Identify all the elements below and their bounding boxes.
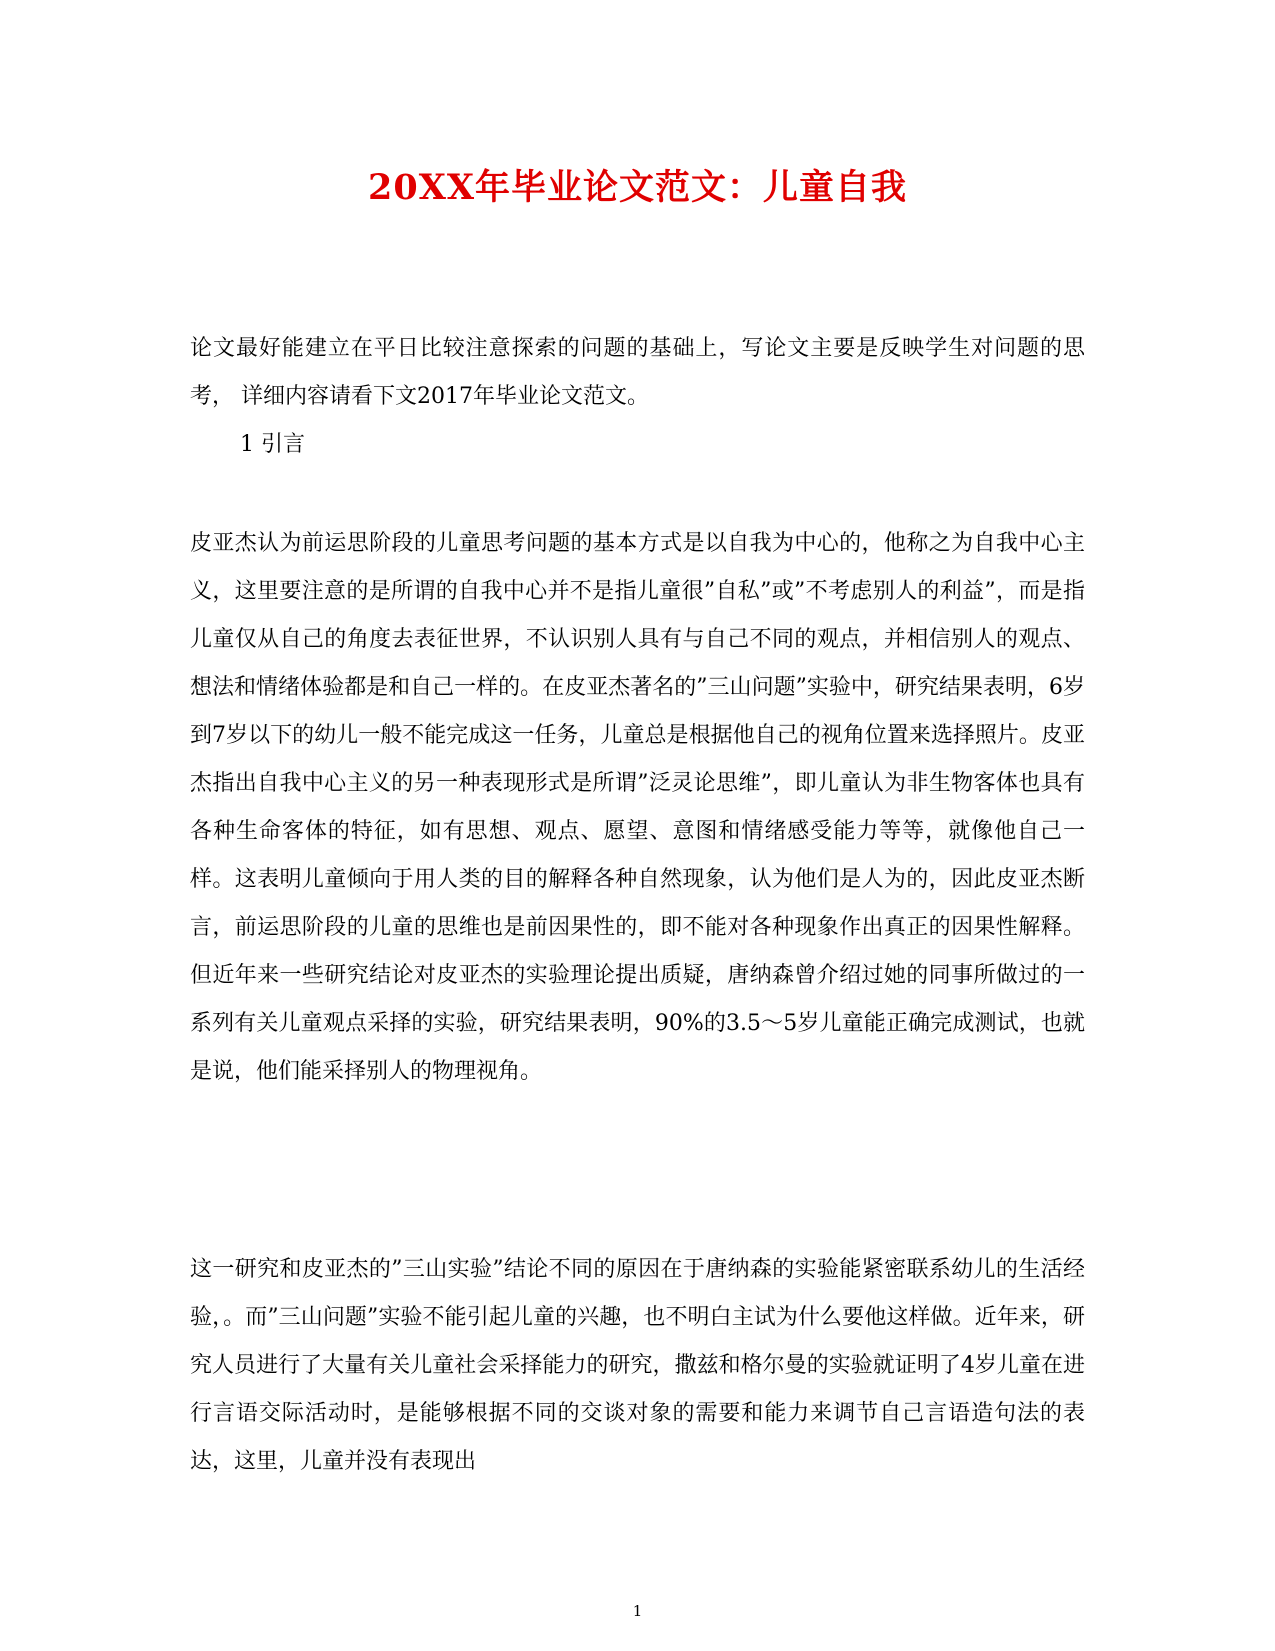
- intro-paragraph: 论文最好能建立在平日比较注意探索的问题的基础上，写论文主要是反映学生对问题的思考， 详细内容请看下文2017年毕业论文范文。: [190, 336, 1085, 409]
- body-paragraph-1: 皮亚杰认为前运思阶段的儿童思考问题的基本方式是以自我为中心的，他称之为自我中心主义，这里要注意的是所谓的自我中心并不是指儿童很”自私”或”不考虑别人的利益”，而是指儿童仅从自己的角度去表征世界，不认识别人具有与自己不同的观点，并相信别人的观点、想法和情绪体验都是和自己一样的。在皮亚杰著名的”三山问题”实验中，研究结果表明，6岁到7岁以下的幼儿一般不能完成这一任务，儿童总是根据他自己的视角位置来选择照片。皮亚杰指出自我中心主义的另一种表现形式是所谓”泛灵论思维”，即儿童认为非生物客体也具有各种生命客体的特征，如有思想、观点、愿望、意图和情绪感受能力等等，就像他自己一样。这表明儿童倾向于用人类的目的解释各种自然现象，认为他们是人为的，因此皮亚杰断言，前运思阶段的儿童的思维也是前因果性的，即不能对各种现象作出真正的因果性解释。但近年来一些研究结论对皮亚杰的实验理论提出质疑，唐纳森曾介绍过她的同事所做过的一系列有关儿童观点采择的实验，研究结果表明，90%的3.5～5岁儿童能正确完成测试，也就是说，他们能采择别人的物理视角。: [190, 531, 1085, 1084]
- body-paragraph-2: 这一研究和皮亚杰的”三山实验”结论不同的原因在于唐纳森的实验能紧密联系幼儿的生活经验，。而”三山问题”实验不能引起儿童的兴趣，也不明白主试为什么要他这样做。近年来，研究人员进行了大量有关儿童社会采择能力的研究，撒兹和格尔曼的实验就证明了4岁儿童在进行言语交际活动时，是能够根据不同的交谈对象的需要和能力来调节自己言语造句法的表达，这里，儿童并没有表现出: [190, 1257, 1085, 1474]
- document-title: 20XX年毕业论文范文：儿童自我: [367, 167, 908, 208]
- page-number: 1: [632, 1602, 643, 1620]
- section-heading: 1 引言: [240, 432, 305, 457]
